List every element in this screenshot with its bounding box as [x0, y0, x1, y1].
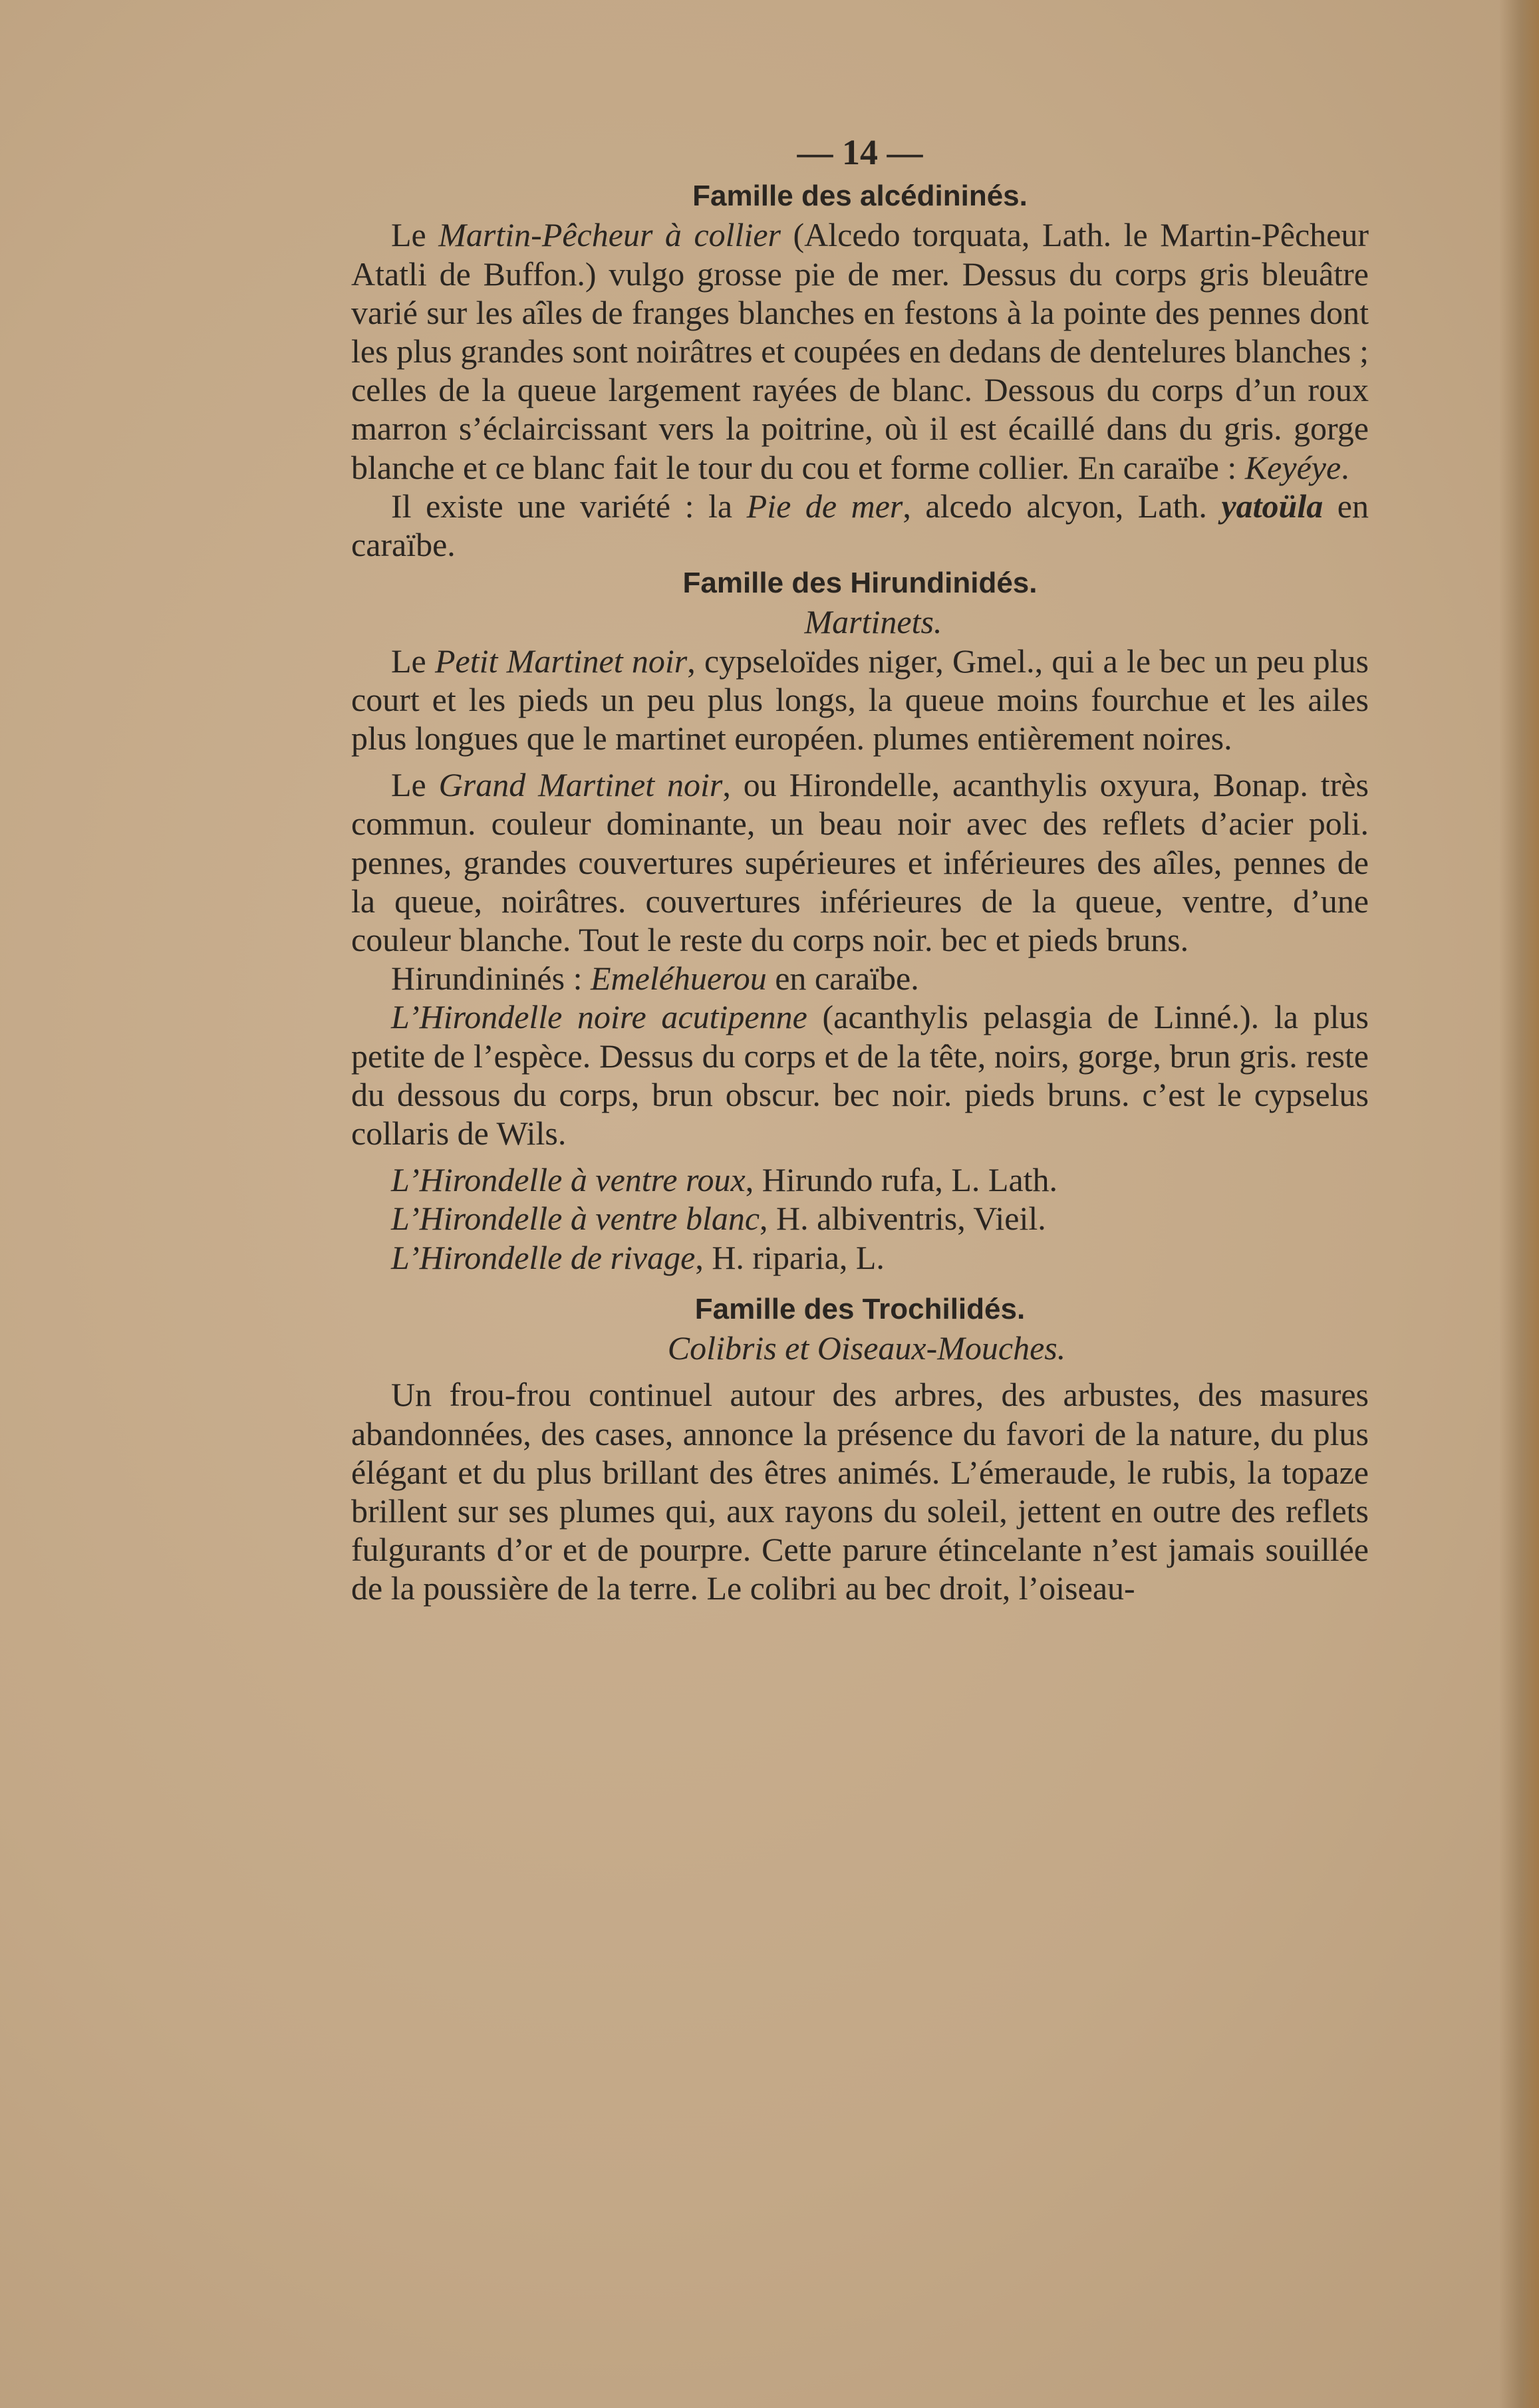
- subheading-martinets: Martinets.: [804, 603, 942, 641]
- page-edge-shadow: [1499, 0, 1539, 2408]
- heading-alcedininae: Famille des alcédininés.: [692, 180, 1028, 213]
- species-name: Petit Martinet noir: [435, 642, 688, 680]
- subheading-colibris: Colibris et Oiseaux-Mouches.: [667, 1329, 1066, 1367]
- text-span: , H. riparia, L.: [695, 1238, 885, 1276]
- text-span: en caraïbe.: [766, 960, 919, 998]
- text-span: Le: [391, 642, 435, 680]
- text-span: , Hirundo rufa, L. Lath.: [745, 1161, 1058, 1199]
- paragraph-hirondelle-noire: [351, 998, 1369, 1152]
- text-span: Hirundininés :: [391, 960, 591, 998]
- species-name: Grand Martinet noir: [438, 766, 723, 804]
- species-name: Pie de mer: [746, 487, 903, 525]
- spacer: [351, 1367, 1369, 1375]
- text-span: en caraïbe.: [351, 487, 1369, 564]
- heading-trochilidae: Famille des Trochilidés.: [694, 1292, 1026, 1325]
- paragraph-frou-frou: Un frou-frou continuel autour des arbres, des arbustes, des masures abandonnées, des cases, annonce la présence du favori de la nature, du plus élégant et du plus brillant des êtres animés. L’émeraude, le rubis, la topaze brillent sur ses plumes qui, aux rayons du soleil, jettent en outre des reflets fulgurants d’or et de pourpre. Cette parure étincelante n’est jamais souillée de la poussière de la terre. Le colibri au bec droit, l’oiseau-: [351, 1376, 1369, 1607]
- page-number: — 14 —: [797, 132, 923, 172]
- spacer: [351, 1277, 1369, 1290]
- text-span: Le: [391, 766, 439, 804]
- spacer: [351, 1152, 1369, 1160]
- paragraph-hirundinines: [351, 959, 1369, 998]
- species-name: L’Hirondelle noire acutipenne: [391, 998, 807, 1036]
- species-name: Martin-Pêcheur à collier: [438, 216, 781, 254]
- text-span: .: [1341, 448, 1349, 486]
- page-text: [351, 133, 1369, 1608]
- text-span: (Alcedo torquata, Lath. le Martin-Pêcheur Atatli de Buffon.) vulgo grosse pie de mer. Dessus du corps gris bleuâtre varié sur les aîles de franges blanches en festons à la pointe des pennes dont les plus grandes sont noirâtres et coupées en dedans de dentelures blanches ; celles de la queue largement rayées de blanc. Dessous du corps d’un roux marron s’éclaircissant vers la poitrine, où il est écaillé dans du gris. gorge blanche et ce blanc fait le tour du cou et forme collier. En caraïbe :: [351, 216, 1369, 486]
- carib-name: Keyéye: [1244, 448, 1341, 486]
- spacer: [351, 757, 1369, 765]
- text-span: Il existe une variété : la: [391, 487, 747, 525]
- text-span: , H. albiventris, Vieil.: [760, 1200, 1046, 1238]
- carib-name: yatoüla: [1221, 487, 1324, 525]
- paragraph-hirondelle-ventre-roux: [351, 1160, 1369, 1199]
- text-span: , cypseloïdes niger, Gmel., qui a le bec un peu plus court et les pieds un peu plus longs, la queue moins fourchue et les ailes plus longues que le martinet européen. plumes entièrement noires.: [351, 642, 1369, 757]
- text-span: , ou Hirondelle, acanthylis oxyura, Bonap. très commun. couleur dominante, un beau noir avec des reflets d’acier poli. pennes, grandes couvertures supérieures et inférieures des aîles, pennes de la queue, noirâtres. couvertures inférieures de la queue, ventre, d’une couleur blanche. Tout le reste du corps noir. bec et pieds bruns.: [351, 766, 1369, 959]
- species-name: L’Hirondelle à ventre blanc: [391, 1200, 760, 1238]
- paragraph-pie-de-mer: [351, 487, 1369, 564]
- paragraph-hirondelle-ventre-blanc: [351, 1199, 1369, 1238]
- text-span: (acanthylis pelasgia de Linné.). la plus petite de l’espèce. Dessus du corps et de la tête, noirs, gorge, brun gris. reste du dessous du corps, brun obscur. bec noir. pieds bruns. c’est le cypselus collaris de Wils.: [351, 998, 1369, 1152]
- heading-hirundinidae: Famille des Hirundinidés.: [682, 567, 1038, 600]
- species-name: L’Hirondelle à ventre roux: [391, 1161, 746, 1199]
- paragraph-petit-martinet: [351, 642, 1369, 758]
- carib-name: Emeléhuerou: [590, 960, 767, 998]
- paragraph-hirondelle-rivage: [351, 1238, 1369, 1277]
- species-name: L’Hirondelle de rivage: [391, 1238, 696, 1276]
- paragraph-martin-pecheur: [351, 215, 1369, 486]
- text-span: Le: [391, 216, 439, 254]
- text-span: , alcedo alcyon, Lath.: [903, 487, 1222, 525]
- paragraph-grand-martinet: [351, 765, 1369, 959]
